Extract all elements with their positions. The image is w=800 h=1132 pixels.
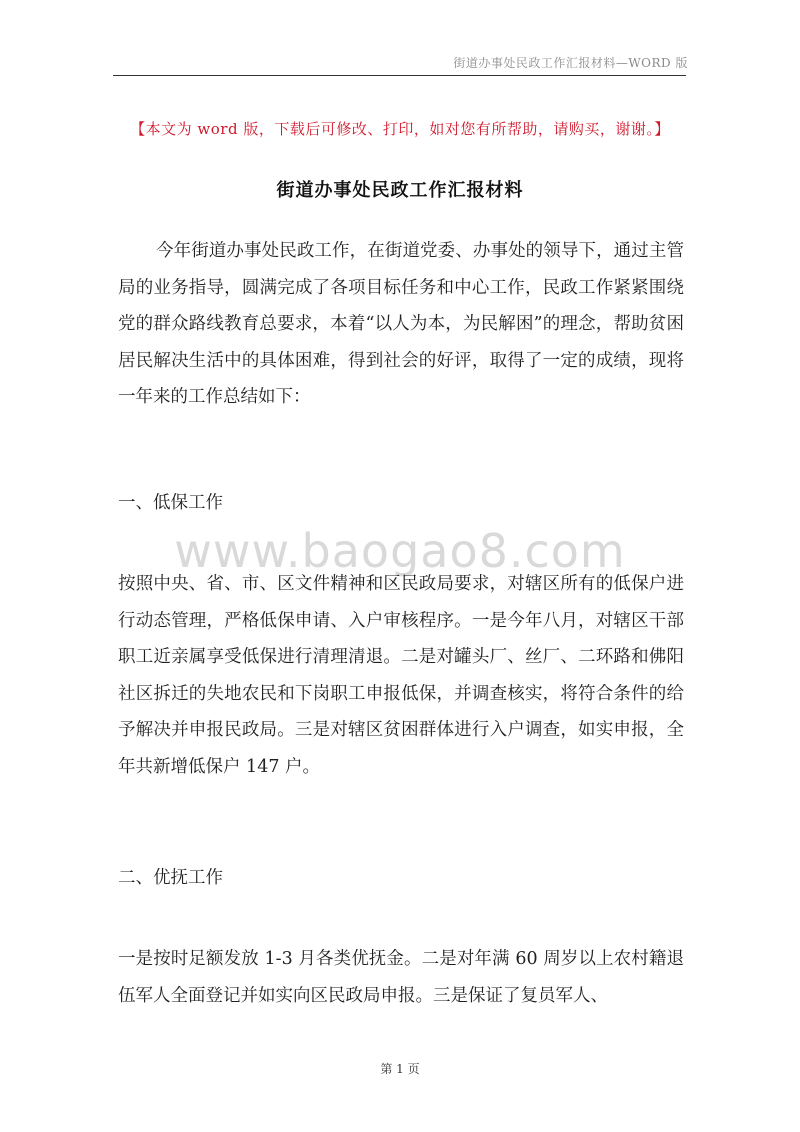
section-heading-dibao: 一、低保工作: [118, 493, 223, 513]
section-body-dibao: 按照中央、省、市、区文件精神和区民政局要求，对辖区所有的低保户进行动态管理，严格低保申请、入户审核程序。一是今年八月，对辖区干部职工近亲属享受低保进行清理清退。二是对罐头厂、丝厂、二环路和佛阳社区拆迁的失地农民和下岗职工申报低保，并调查核实，将符合条件的给予解决并申报民政局。三是对辖区贫困群体进行入户调查，如实申报，全年共新增低保户 147 户。: [118, 574, 684, 777]
document-title: 街道办事处民政工作汇报材料: [276, 180, 524, 201]
running-header: 街道办事处民政工作汇报材料—WORD 版: [453, 56, 688, 70]
page-number: 第 1 页: [380, 1062, 420, 1076]
section-body-youfu: 一是按时足额发放 1-3 月各类优抚金。二是对年满 60 周岁以上农村籍退伍军人全面登记并如实向区民政局申报。三是保证了复员军人、: [118, 949, 684, 1006]
download-notice: 【本文为 word 版，下载后可修改、打印，如对您有所帮助，请购买，谢谢。】: [130, 120, 670, 138]
watermark-text: www.baogao8.com: [174, 524, 626, 578]
section-heading-youfu: 二、优抚工作: [118, 868, 223, 888]
header-divider: [113, 75, 686, 76]
intro-paragraph: 今年街道办事处民政工作，在街道党委、办事处的领导下，通过主管局的业务指导，圆满完成了各项目标任务和中心工作，民政工作紧紧围绕党的群众路线教育总要求，本着“以人为本，为民解困”的理念，帮助贫困居民解决生活中的具体困难，得到社会的好评，取得了一定的成绩，现将一年来的工作总结如下：: [118, 241, 684, 407]
